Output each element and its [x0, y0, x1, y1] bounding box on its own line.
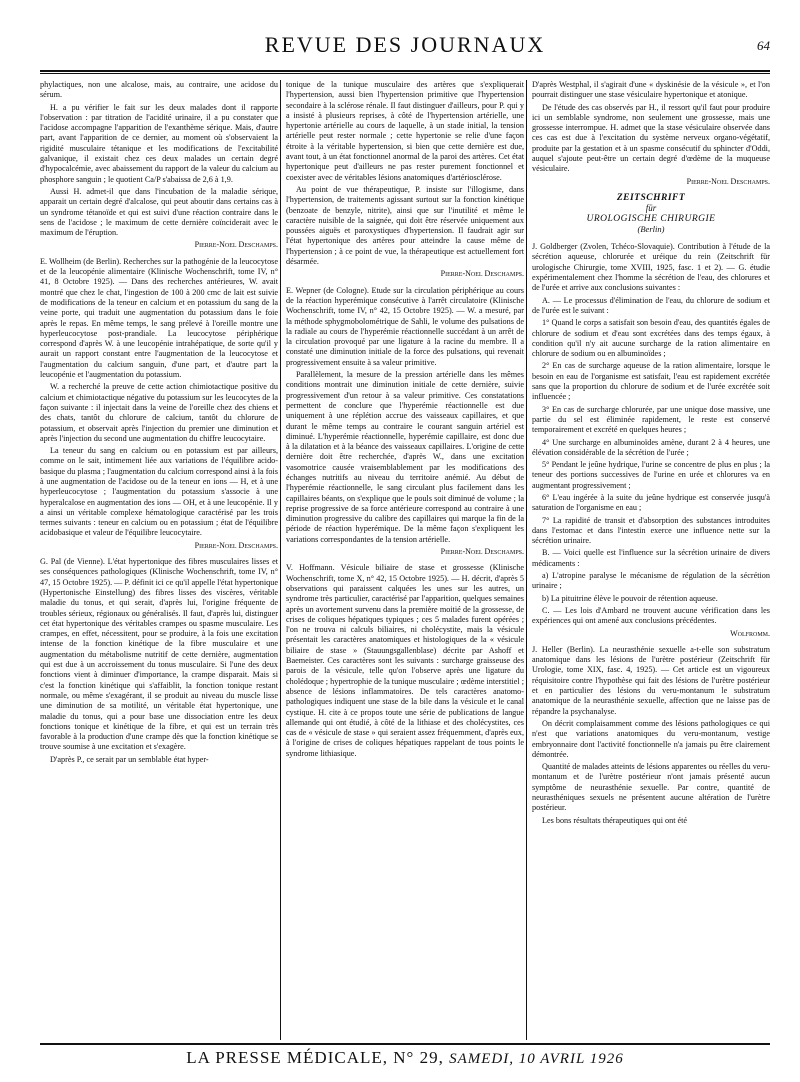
journal-heading-line: (Berlin)	[637, 223, 665, 234]
article-paragraph: G. Pal (de Vienne). L'état hypertonique des fibres musculaires lisses et ses conséquences pathologiques (Klinische Wochenschrift, tome IV, n° 47, 15 Octobre 1925). — P. définit ici ce qu'il appelle l'état hypertonique (Hypertonische Einstellung) des fibres lisses des viscères, véritable maladie du tonus, et qui serait, d'après lui, l'origine fréquente de troubles sérieux, régionaux ou généralisés. Il faut, d'après lui, distinguer cet état hypertonique des véritables crampes ou spasme musculaire. Les crampes, en effet, nécessitent, pour se produire, à la fois une excitation intense de la fonction kinétique de la fibre musculaire et une augmentation du métabolisme nutritif de cette dernière, augmentation qui est due à un accroissement du tonus musculaire. Si l'une des deux fonctions vient à diminuer d'importance, la crampe disparait. Mais si c'est la fonction kinétique qui s'affaiblit, la fonction tonique restant normale, ou même s'exagérant, il se produit au niveau du muscle lisse une diminution de sa motilité, un véritable état hypertonique, une maladie du tonus, qui a pour base une dissociation entre les deux fonctions tonique et kinétique de la fibre, et qui est un terrain très favorable à la production d'une crampe dès que la fonction kinétique se trouve soumise à une excitation et s'exagère.	[40, 557, 278, 752]
article-paragraph: De l'étude des cas observés par H., il ressort qu'il faut pour produire ici un semblable syndrome, non seulement une grossesse, mais une grossesse interrompue. H. admet que la stase vésiculaire observée dans ces cas est due à l'excitation du système nerveux organo-végétatif, produite par la gestation et à un spasme consécutif du sphincter d'Oddi, auquel s'ajoute peut-être un certain degré d'œdème de la muqueuse vésiculaire.	[532, 102, 770, 174]
author-signature: Wolfromm.	[730, 628, 770, 638]
article-paragraph: 7° La rapidité de transit et d'absorption des substances introduites dans l'estomac et dans l'intestin exerce une influence nette sur la sécrétion urinaire.	[532, 515, 770, 546]
article-paragraph: 3° En cas de surcharge chlorurée, par une unique dose massive, une partie du sel est éliminée rapidement, le reste est conservé temporairement et excrété en quelques heures ;	[532, 404, 770, 435]
page-footer	[40, 1048, 770, 1072]
article-paragraph: 4° Une surcharge en albuminoïdes amène, durant 2 à 4 heures, une élévation considérable de la sécrétion de l'urée ;	[532, 437, 770, 457]
footer-date: SAMEDI, 10 AVRIL 1926	[449, 1051, 624, 1067]
article-paragraph: J. Heller (Berlin). La neurasthénie sexuelle a-t-elle son substratum anatomique dans les lésions de l'urètre postérieur (Zeitschrift für Urologie, tome XIX, fasc. 4, 1925). — Cet article est un vigoureux réquisitoire contre l'hypothèse qui fait des lésions de l'urètre postérieur et en particulier des lésions du veru-montanum le substratum anatomique de la neurasthénie sexuelle, affection que ne laisse pas de répandre la psychanalyse.	[532, 644, 770, 716]
article-paragraph: Les bons résultats thérapeutiques qui ont été	[542, 815, 688, 825]
article-paragraph: D'après Westphal, il s'agirait d'une « dyskinésie de la vésicule », et l'on pourrait distinguer une stase vésiculaire hypertonique et atonique.	[532, 80, 770, 100]
article-paragraph: D'après P., ce serait par un semblable état hyper-	[50, 754, 209, 764]
column-1	[40, 80, 278, 1040]
article-paragraph: 1° Quand le corps a satisfait son besoin d'eau, des quantités égales de chlorure de sodium et d'eau sont excrétées dans des temps égaux, à condition qu'il n'y ait aucune surcharge de la ration alimentaire en chlorure de sodium ou en albuminoïdes ;	[532, 318, 770, 359]
article-paragraph: J. Goldberger (Zvolen, Tchéco-Slovaquie). Contribution à l'étude de la sécrétion aqueuse, chlorurée et uréique du rein (Zeitschrift für urologische Chirurgie, tome XVIII, 1925, fasc. 1 et 2). — G. étudie expérimentalement chez l'homme la sécrétion de l'eau, des chlorures et de l'urée et arrive aux conclusions suivantes :	[532, 242, 770, 293]
journal-heading-line: ZEITSCHRIFT	[616, 192, 686, 203]
column-3	[532, 80, 770, 1040]
journal-heading	[532, 193, 770, 234]
article-paragraph: b) La pituitrine élève le pouvoir de rétention aqueuse.	[542, 593, 718, 603]
journal-section-title: REVUE DES JOURNAUX	[264, 32, 546, 57]
article-paragraph: B. — Voici quelle est l'influence sur la sécrétion urinaire de divers médicaments :	[532, 548, 770, 568]
article-paragraph: H. a pu vérifier le fait sur les deux malades dont il rapporte l'observation : par titration de l'acidité urinaire, il a pu constater que l'acidose accompagne l'apparition de l'exanthème sérique. Mais, d'autre part, avant l'apparition de ce dernier, au moment où s'observaient la rigidité musculaire tétanique et les modifications de l'excitabilité galvanique, il existait chez ces deux malades un certain degré d'hypocalcémie, avec abaissement du rapport de la valeur du calcium au phosphore sanguin ; le quotient Ca/P s'abaissa de 2,6 à 1,9.	[40, 102, 278, 184]
author-signature: Pierre-Noel Deschamps.	[440, 547, 524, 557]
author-signature: Pierre-Noel Deschamps.	[194, 240, 278, 250]
column-2	[286, 80, 524, 1040]
article-paragraph: 2° En cas de surcharge aqueuse de la ration alimentaire, lorsque le besoin en eau de l'organisme est satisfait, l'eau est rapidement excrétée sans que la proportion du chlorure de sodium et de l'urée excrétée soit influencée ;	[532, 361, 770, 402]
author-signature: Pierre-Noel Deschamps.	[440, 269, 524, 279]
article-paragraph: C. — Les lois d'Ambard ne trouvent aucune vérification dans les expériences qui ont amené aux conclusions précédentes.	[532, 605, 770, 626]
header-rule-thin	[40, 73, 770, 74]
page-number: 64	[757, 38, 770, 53]
article-paragraph: Quantité de malades atteints de lésions apparentes ou réelles du veru-montanum et de l'urètre postérieur n'ont jamais présenté aucun symptôme de neurasthénie sexuelle. Par contre, quantité de neurasthéniques sexuels ne présentent aucune altération de l'urètre postérieur.	[532, 762, 770, 813]
article-paragraph: a) L'atropine paralyse le mécanisme de régulation de la sécrétion urinaire ;	[532, 571, 770, 591]
article-paragraph: Parallèlement, la mesure de la pression artérielle dans les mêmes conditions montrait une diminution initiale de cette dernière, suivie progressivement d'un retour à sa valeur primitive. Ces constatations permettent de conclure que l'hyperémie réactionnelle est due uniquement à une réplétion accrue des vaisseaux capillaires, et que durant le même temps au contraire le courant sanguin artériel est diminué. L'hyperémie réactionnelle, hyperémie capillaire, est donc due à la dilatation et à la béance des vaisseaux capillaires. L'origine de cette dernière doit être recherchée, d'après W., dans une excitation vasomotrice causée vraisemblablement par les modifications des échanges nutritifs au niveau du territoire anémié. Au début de l'hyperémie réactionnelle, le sang circulant plus facilement dans les capillaires béants, on s'explique que le pouls soit diminué de volume ; la reprise progressive de sa force antérieure correspond au contraire à une diminution progressive du calibre des capillaires qui marque la fin de la période de réaction hyperémique. De la même façon s'expliquent les variations correspondantes de la tension artérielle.	[286, 370, 524, 544]
article-paragraph: Aussi H. admet-il que dans l'incubation de la maladie sérique, apparait un certain degré d'alcalose, qui peut aboutir dans certains cas à un syndrome tétanoïde et qui est suivi d'une réaction contraire dans le sens de l'acidose ; le maximum de cette dernière coïnciderait avec le maximum de l'éruption.	[40, 186, 278, 238]
column-divider	[526, 80, 527, 1040]
article-paragraph: E. Wepner (de Cologne). Etude sur la circulation périphérique au cours de la réaction hyperémique consécutive à l'arrêt circulatoire (Klinische Wochenschrift, tome IV, n° 42, 15 Octobre 1925). — W. a mesuré, par la méthode sphygmobolométrique de Sahli, le volume des pulsations de la radiale au cours de l'hyperémie réactionnelle succédant à un arrêt de la circulation provoqué par une ligature à la racine du membre. Il a constaté une diminution initiale de la force des pulsations, qui revenait progressivement ensuite à sa valeur primitive.	[286, 285, 524, 367]
article-paragraph: 5° Pendant le jeûne hydrique, l'urine se concentre de plus en plus ; la teneur des portions successives de l'urine en urée et chlorures va en augmentant progressivement ;	[532, 460, 770, 490]
article-paragraph: 6° L'eau ingérée à la suite du jeûne hydrique est conservée jusqu'à saturation de l'organisme en eau ;	[532, 492, 770, 513]
footer-rule	[40, 1043, 770, 1045]
journal-heading-line: für	[645, 203, 657, 214]
article-paragraph: V. Hoffmann. Vésicule biliaire de stase et grossesse (Klinische Wochenschrift, tome X, n° 42, 15 Octobre 1925). — H. décrit, d'après 5 observations qui paraissent calquées les unes sur les autres, un syndrome très particulier, caractérisé par l'apparition, quelques semaines après un avortement survenu dans la première moitié de la grossesse, de crises de coliques hépatiques typiques ; ces 5 malades furent opérées ; l'on ne trouva ni calculs biliaires, ni cholécystite, mais la vésicule présentait les caractères anatomiques et histologiques de la « vésicule biliaire de stase » (Stauungsgallenblase) décrite par Ashoff et Baemeister. Ces caractères sont les suivants : surcharge graisseuse des parois de la vésicule, telle qu'on l'observe après une ligature du cholédoque ; hypertrophie de la tunique musculaire ; œdème interstitiel ; absence de lésions inflammatoires. De tels caractères anatomo-pathologiques indiquent une stase de la bile dans la vésicule et le canal cystique. H. cite à ce propos toute une série de publications de langue allemande qui ont étudié, à côté de la lithiase et des cholécystites, ces cas de « vésicule de stase » qui seraient assez fréquemment, d'après eux, à l'origine de crises de coliques hépatiques rappelant de tous points le syndrome lithiasique.	[286, 563, 524, 758]
article-paragraph: La teneur du sang en calcium ou en potassium est par ailleurs, comme on le sait, intimement liée aux variations de l'équilibre acido-basique du plasma ; l'augmentation du calcium correspond ainsi à la fois à une augmentation de l'acidose ou de la teneur en ions — H, et à une hyperleucocytose ; l'augmentation du potassium s'associe à une hyperalcalose en augmentation des ions — OH, et à une leucopénie. Il y a ainsi un véritable complexe hématologique caractérisé par les trois termes suivants : teneur en calcium ou en potassium ; état de l'équilibre acidobasique et valeur de l'équilibre leucocytaire.	[40, 446, 278, 538]
footer-publication: LA PRESSE MÉDICALE, N° 29,	[186, 1048, 444, 1067]
article-paragraph: tonique de la tunique musculaire des artères que s'expliquerait l'hypertension, aussi bien l'hypertension primitive que l'hypertension secondaire à la sclérose rénale. Il faut distinguer d'ailleurs, pour P. qui y a insisté à plusieurs reprises, à côté de l'hypertension artérielle, une hypertonie artérielle au cours de laquelle, à un stade initial, la tension artérielle peut rester normale ; cette hypertonie se relie d'une façon étroite à la véritable hypertension, si bien que cette dernière est due, avant tout, à un état fonctionnel anormal de la paroi des artères. Cet état hypertonique peut d'ailleurs ne pas rester purement fonctionnel et coexister avec de véritables lésions anatomiques d'artériosclérose.	[286, 80, 524, 182]
article-paragraph: A. — Le processus d'élimination de l'eau, du chlorure de sodium et de l'urée est le suivant :	[532, 295, 770, 315]
article-paragraph: W. a recherché la preuve de cette action chimiotactique positive du calcium et chimiotactique négative du potassium sur les leucocytes de la façon suivante : il injectait dans la veine de l'oreille chez des chiens et des chats, tantôt du chlorure de calcium, tantôt du chlorure de potassium, et observait après l'injection du premier une diminution et après l'injection du second une augmentation du chiffre leucocytaire.	[40, 382, 278, 443]
article-paragraph: phylactiques, non une alcalose, mais, au contraire, une acidose du sérum.	[40, 80, 278, 100]
header-rule	[40, 70, 770, 72]
article-paragraph: Au point de vue thérapeutique, P. insiste sur l'illogisme, dans l'hypertension, de traitements agissant surtout sur la fonction kinétique (benzoate de benzyle, nitrite), ainsi que sur l'inutilité et même le caractère nuisible de la saignée, qui doit être réservée uniquement aux poussées aiguës et paroxystiques d'hypertension. Il faudrait agir sur l'état hypertonique des artères pour atteindre la cause même de l'hypertension ; à ce point de vue, la thérapeutique est actuellement fort désarmée.	[286, 184, 524, 267]
journal-heading-line: UROLOGISCHE CHIRURGIE	[586, 213, 716, 224]
author-signature: Pierre-Noel Deschamps.	[194, 540, 278, 550]
article-paragraph: On décrit complaisamment comme des lésions pathologiques ce qui n'est que variations anatomiques du veru-montanum, vestige embryonnaire dont l'activité fonctionnelle n'a jamais pu être clairement démontrée.	[532, 718, 770, 759]
page-header	[40, 30, 770, 64]
article-paragraph: E. Wollheim (de Berlin). Recherches sur la pathogénie de la leucocytose et de la leucopénie alimentaire (Klinische Wochenschrift, tome IV, n° 41, 8 Octobre 1925). — Dans des recherches antérieures, W. avait montré que chez le chat, l'ingestion de 100 à 200 cmc de lait est suivie de modifications de la teneur en calcium et en potassium du sang de la veine porte, qui traduit une augmentation du potassium dans le foie après le repas. En même temps, le sang prélevé à l'oreille montre une hyperleucocytose post-prandiale. La leucocytose périphérique correspond d'après W. à une leucopénie intrahépatique, de sorte qu'il y aurait un rapport constant entre l'augmentation de la leucocytose et l'augmentation du calcium sanguin, d'une part, et d'autre part la leucopénie et l'augmentation du potassium.	[40, 256, 278, 380]
author-signature: Pierre-Noel Deschamps.	[686, 176, 770, 186]
column-divider	[280, 80, 281, 1040]
